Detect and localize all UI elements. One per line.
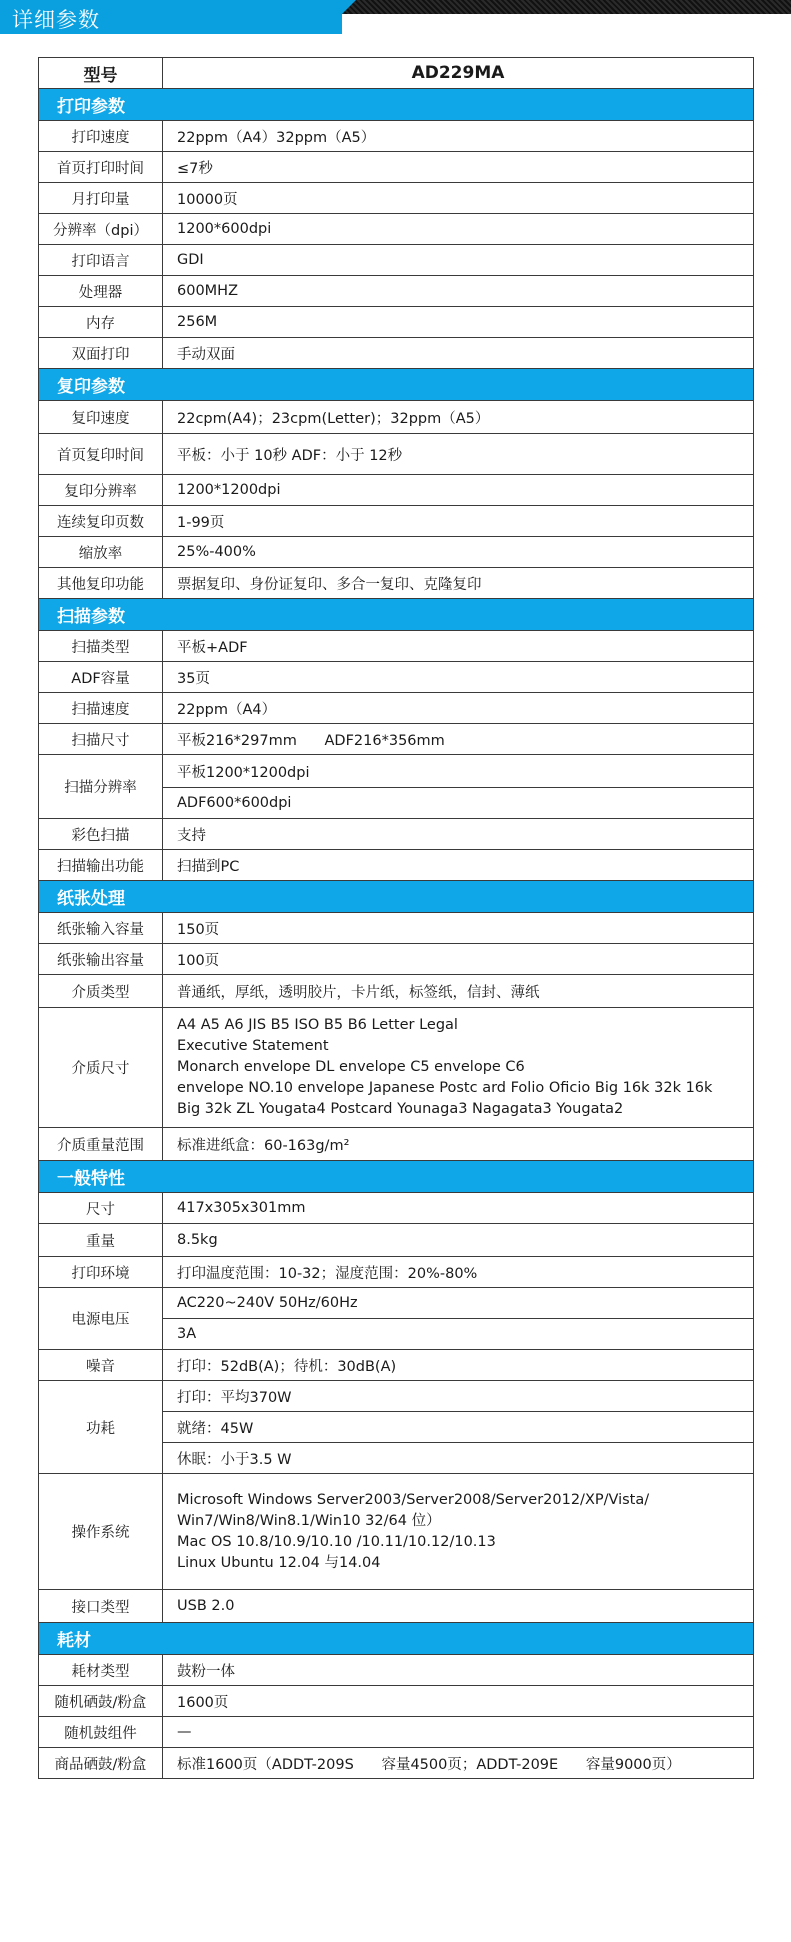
section-title: 纸张处理: [39, 881, 754, 913]
table-row: [39, 1193, 754, 1224]
table-row: [39, 819, 754, 850]
table-row: [39, 1224, 754, 1257]
row-value: 150页: [163, 913, 754, 944]
table-row: [39, 245, 754, 276]
os-line: Linux Ubuntu 12.04 与14.04: [177, 1554, 381, 1571]
table-row: [39, 1474, 754, 1590]
row-value: 1-99页: [163, 506, 754, 537]
row-label: 首页复印时间: [39, 434, 163, 475]
table-row: [39, 401, 754, 434]
row-value: 22ppm（A4）: [163, 693, 754, 724]
row-label: 复印速度: [39, 401, 163, 434]
section-copy: [39, 369, 754, 401]
row-value: 1200*1200dpi: [163, 475, 754, 506]
row-value: 35页: [163, 662, 754, 693]
row-value: 平板：小于 10秒 ADF：小于 12秒: [163, 434, 754, 475]
row-value: 鼓粉一体: [163, 1655, 754, 1686]
row-label: 内存: [39, 307, 163, 338]
table-row: [39, 506, 754, 537]
media-size-line: envelope NO.10 envelope Japanese Postc ard Folio Oficio Big 16k 32k 16k: [177, 1080, 713, 1096]
row-label: 随机硒鼓/粉盒: [39, 1686, 163, 1717]
row-label: 噪音: [39, 1350, 163, 1381]
table-row: [39, 537, 754, 568]
os-line: Mac OS 10.8/10.9/10.10 /10.11/10.12/10.13: [177, 1533, 496, 1550]
row-value: 扫描到PC: [163, 850, 754, 881]
row-value: 1200*600dpi: [163, 214, 754, 245]
section-title: 扫描参数: [39, 599, 754, 631]
table-header-row: [39, 58, 754, 89]
table-row: [39, 183, 754, 214]
row-value: 休眠：小于3.5 W: [163, 1443, 754, 1474]
row-value: 22cpm(A4)；23cpm(Letter)；32ppm（A5）: [163, 401, 754, 434]
row-value: 打印：52dB(A)；待机：30dB(A): [163, 1350, 754, 1381]
row-label: 处理器: [39, 276, 163, 307]
table-row: [39, 662, 754, 693]
table-row: [39, 214, 754, 245]
row-value: 3A: [163, 1319, 754, 1350]
os-line: Win7/Win8/Win8.1/Win10 32/64 位）: [177, 1512, 441, 1529]
row-value: 25%-400%: [163, 537, 754, 568]
row-value: [163, 1008, 754, 1128]
row-value: 8.5kg: [163, 1224, 754, 1257]
row-label: 打印语言: [39, 245, 163, 276]
row-value: ADF600*600dpi: [163, 788, 754, 819]
row-label: 打印速度: [39, 121, 163, 152]
table-row: [39, 307, 754, 338]
table-row: [39, 1257, 754, 1288]
row-value: 平板1200*1200dpi: [163, 755, 754, 788]
row-value: AC220~240V 50Hz/60Hz: [163, 1288, 754, 1319]
media-size-line: Big 32k ZL Yougata4 Postcard Younaga3 Nagagata3 Yougata2: [177, 1101, 624, 1117]
section-title: 复印参数: [39, 369, 754, 401]
row-value: 标准进纸盒：60-163g/m²: [163, 1128, 754, 1161]
table-row: [39, 1350, 754, 1381]
model-value: AD229MA: [163, 58, 754, 89]
table-row: [39, 850, 754, 881]
row-label: 彩色扫描: [39, 819, 163, 850]
row-label: 复印分辨率: [39, 475, 163, 506]
section-title: 打印参数: [39, 89, 754, 121]
row-label: 分辨率（dpi）: [39, 214, 163, 245]
row-value: 417x305x301mm: [163, 1193, 754, 1224]
table-row: [39, 1128, 754, 1161]
media-size-line: Monarch envelope DL envelope C5 envelope C6: [177, 1059, 525, 1075]
media-size-line: Executive Statement: [177, 1038, 329, 1054]
table-row: [39, 276, 754, 307]
row-value: 22ppm（A4）32ppm（A5）: [163, 121, 754, 152]
table-row: [39, 755, 754, 788]
table-row: [39, 944, 754, 975]
table-row: [39, 568, 754, 599]
table-row: [39, 975, 754, 1008]
banner-title: 详细参数: [12, 8, 100, 32]
media-size-line: A4 A5 A6 JIS B5 ISO B5 B6 Letter Legal: [177, 1017, 458, 1033]
banner-slant: [342, 0, 356, 14]
table-row: [39, 1590, 754, 1623]
section-paper: [39, 881, 754, 913]
table-row: [39, 913, 754, 944]
row-value: 10000页: [163, 183, 754, 214]
row-value: 100页: [163, 944, 754, 975]
table-row: [39, 121, 754, 152]
os-line: Microsoft Windows Server2003/Server2008/Server2012/XP/Vista/: [177, 1491, 650, 1508]
row-label: 纸张输出容量: [39, 944, 163, 975]
banner-tab: [0, 0, 342, 34]
table-row: [39, 1008, 754, 1128]
section-title: 一般特性: [39, 1161, 754, 1193]
row-label: 接口类型: [39, 1590, 163, 1623]
row-label: 缩放率: [39, 537, 163, 568]
row-label: 重量: [39, 1224, 163, 1257]
row-label: 扫描类型: [39, 631, 163, 662]
row-label: 首页打印时间: [39, 152, 163, 183]
row-label: 介质类型: [39, 975, 163, 1008]
model-label: 型号: [39, 58, 163, 89]
row-label: 连续复印页数: [39, 506, 163, 537]
row-label: 随机鼓组件: [39, 1717, 163, 1748]
table-row: [39, 1748, 754, 1779]
spec-table: [38, 57, 754, 1779]
table-row: [39, 693, 754, 724]
row-value: 手动双面: [163, 338, 754, 369]
row-value: 就绪：45W: [163, 1412, 754, 1443]
table-row: [39, 1717, 754, 1748]
row-label: 介质重量范围: [39, 1128, 163, 1161]
table-row: [39, 631, 754, 662]
row-label: 双面打印: [39, 338, 163, 369]
row-label: 尺寸: [39, 1193, 163, 1224]
row-label: 扫描输出功能: [39, 850, 163, 881]
table-row: [39, 434, 754, 475]
banner: [0, 0, 791, 34]
table-row: [39, 1686, 754, 1717]
table-row: [39, 1288, 754, 1319]
section-consumables: [39, 1623, 754, 1655]
row-value: 600MHZ: [163, 276, 754, 307]
row-value: 平板+ADF: [163, 631, 754, 662]
row-value: 支持: [163, 819, 754, 850]
row-value: —: [163, 1717, 754, 1748]
banner-pattern: [342, 0, 791, 14]
row-label: 商品硒鼓/粉盒: [39, 1748, 163, 1779]
row-label: 扫描速度: [39, 693, 163, 724]
row-value: 票据复印、身份证复印、多合一复印、克隆复印: [163, 568, 754, 599]
row-label: 月打印量: [39, 183, 163, 214]
row-label: 扫描尺寸: [39, 724, 163, 755]
row-label: 扫描分辨率: [39, 755, 163, 819]
row-value: 标准1600页（ADDT-209S 容量4500页；ADDT-209E 容量9000页）: [163, 1748, 754, 1779]
table-row: [39, 338, 754, 369]
row-value: 普通纸，厚纸，透明胶片，卡片纸，标签纸，信封、薄纸: [163, 975, 754, 1008]
table-row: [39, 475, 754, 506]
section-title: 耗材: [39, 1623, 754, 1655]
row-value: 1600页: [163, 1686, 754, 1717]
section-general: [39, 1161, 754, 1193]
table-row: [39, 724, 754, 755]
section-print: [39, 89, 754, 121]
section-scan: [39, 599, 754, 631]
row-label: 操作系统: [39, 1474, 163, 1590]
row-label: 打印环境: [39, 1257, 163, 1288]
row-value: 打印温度范围：10-32；湿度范围：20%-80%: [163, 1257, 754, 1288]
row-value: 256M: [163, 307, 754, 338]
row-label: 其他复印功能: [39, 568, 163, 599]
row-label: 功耗: [39, 1381, 163, 1474]
table-row: [39, 1655, 754, 1686]
row-label: 耗材类型: [39, 1655, 163, 1686]
table-row: [39, 152, 754, 183]
row-label: 介质尺寸: [39, 1008, 163, 1128]
row-label: ADF容量: [39, 662, 163, 693]
row-label: 纸张输入容量: [39, 913, 163, 944]
row-value: ≤7秒: [163, 152, 754, 183]
row-value: [163, 1474, 754, 1590]
row-value: 平板216*297mm ADF216*356mm: [163, 724, 754, 755]
row-value: 打印：平均370W: [163, 1381, 754, 1412]
table-row: [39, 1381, 754, 1412]
row-value: GDI: [163, 245, 754, 276]
row-value: USB 2.0: [163, 1590, 754, 1623]
row-label: 电源电压: [39, 1288, 163, 1350]
